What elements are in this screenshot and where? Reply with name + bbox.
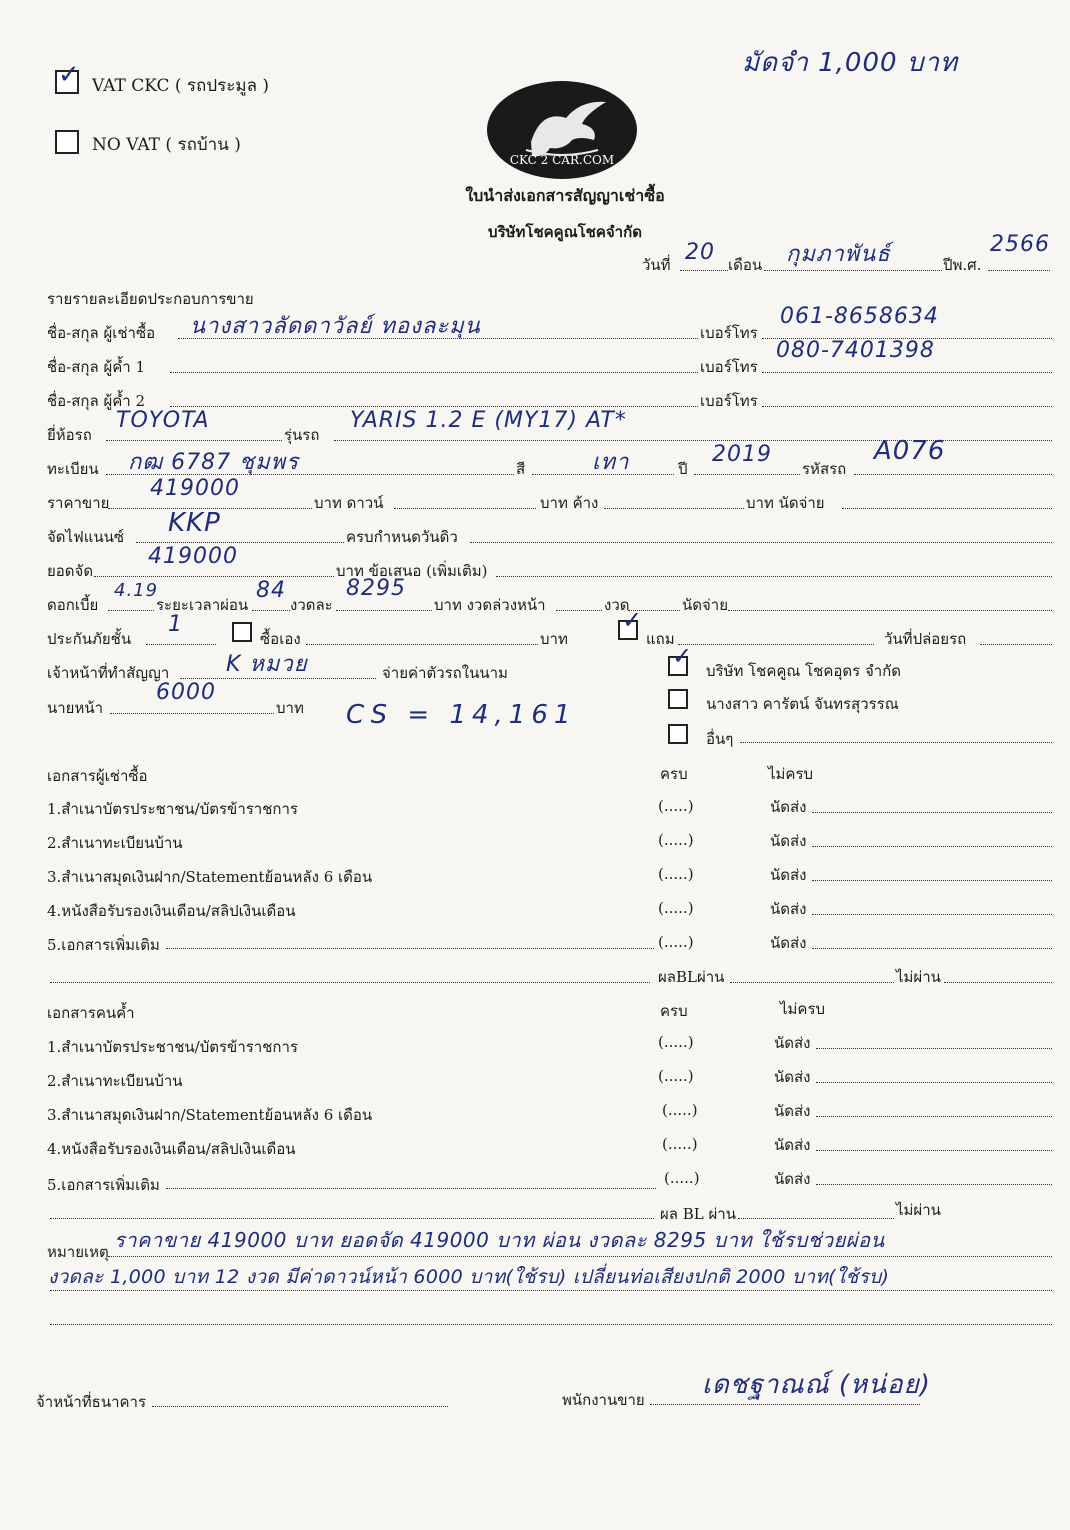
renter-doc-paren: (.....) [658, 865, 694, 883]
guarantor-doc-appoint: นัดส่ง [774, 1102, 811, 1120]
car-year: 2019 [712, 442, 772, 467]
month-label: เดือน [728, 256, 763, 274]
owe-label: บาท ค้าง [540, 494, 599, 512]
installment-label: งวดละ [290, 596, 333, 614]
year-label: ปีพ.ศ. [943, 256, 982, 274]
insurance-class: 1 [168, 612, 183, 637]
period-label: งวด [604, 596, 630, 614]
guarantor-bl-fail: ไม่ผ่าน [896, 1201, 941, 1219]
sales-label: พนักงานขาย [562, 1391, 645, 1409]
net-label: ยอดจัด [47, 562, 94, 580]
pay-appoint-label: นัดจ่าย [682, 596, 728, 614]
car-color: เทา [592, 450, 630, 475]
payee-other-checkbox[interactable] [668, 724, 688, 744]
advance-label: บาท งวดล่วงหน้า [434, 596, 546, 614]
renter-label: ชื่อ-สกุล ผู้เช่าซื้อ [47, 324, 156, 342]
guarantor-doc-paren: (.....) [662, 1135, 698, 1153]
guarantor-doc-paren: (.....) [658, 1033, 694, 1051]
bank-officer-label: จ้าหน้าที่ธนาคาร [36, 1393, 147, 1411]
date-month: กุมภาพันธ์ [786, 242, 891, 267]
car-brand: TOYOTA [116, 408, 210, 433]
payee-company-checkmark: ✓ [672, 642, 693, 670]
due-label: ครบกำหนดวันดิว [346, 528, 458, 546]
sale-price: 419000 [150, 476, 240, 501]
finance-label: จัดไฟแนนซ์ [47, 528, 125, 546]
broker-fee: 6000 [156, 680, 216, 705]
renter-name: นางสาวลัดดาวัลย์ ทองละมุน [190, 314, 481, 339]
renter-bl-pass: ผลBLผ่าน [658, 968, 725, 986]
renter-phone-label: เบอร์โทร [700, 324, 758, 342]
document-title: ใบนำส่งเอกสารสัญญาเช่าซื้อ [465, 186, 665, 205]
guarantor2-label: ชื่อ-สกุล ผู้ค้ำ 2 [47, 392, 146, 410]
code-label: รหัสรถ [802, 460, 847, 478]
officer-label: เจ้าหน้าที่ทำสัญญา [47, 664, 170, 682]
guarantor2-phone-label: เบอร์โทร [700, 392, 758, 410]
renter-doc-item: 4.หนังสือรับรองเงินเดือน/สลิปเงินเดือน [47, 902, 296, 920]
free-checkmark: ✓ [622, 606, 643, 634]
guarantor-doc-appoint: นัดส่ง [774, 1068, 811, 1086]
renter-bl-fail: ไม่ผ่าน [896, 968, 941, 986]
guarantor-bl-pass: ผล BL ผ่าน [660, 1205, 736, 1223]
guarantor-doc-item: 2.สำเนาทะเบียนบ้าน [47, 1072, 183, 1090]
ckc-logo [486, 80, 638, 180]
price-label: ราคาขาย [47, 494, 110, 512]
payee-person-checkbox[interactable] [668, 689, 688, 709]
renter-doc-appoint: นัดส่ง [770, 798, 807, 816]
release-label: วันที่ปล่อยรถ [884, 630, 967, 648]
guarantor1-phone: 080-7401398 [776, 338, 935, 363]
guarantor-doc-item: 1.สำเนาบัตรประชาชน/บัตรข้าราชการ [47, 1038, 298, 1056]
term-label: ระยะเวลาผ่อน [156, 596, 249, 614]
date-year: 2566 [990, 232, 1050, 257]
payee-other-label: อื่นๆ [706, 730, 734, 748]
insurance-label: ประกันภัยชั้น [47, 630, 132, 648]
self-buy-label: ซื้อเอง [260, 630, 301, 648]
renter-doc-item: 1.สำเนาบัตรประชาชน/บัตรข้าราชการ [47, 800, 298, 818]
net-amount: 419000 [148, 544, 238, 569]
date-label: วันที่ [642, 256, 671, 274]
renter-doc-item: 3.สำเนาสมุดเงินฝาก/Statementย้อนหลัง 6 เดือน [47, 868, 373, 886]
renter-docs-incomplete-header: ไม่ครบ [768, 765, 814, 783]
renter-docs-complete-header: ครบ [660, 765, 688, 783]
payee-label: จ่ายค่าตัวรถในนาม [382, 664, 508, 682]
guarantor-doc-appoint: นัดส่ง [774, 1034, 811, 1052]
renter-doc-paren: (.....) [658, 797, 694, 815]
renter-doc-paren: (.....) [658, 899, 694, 917]
date-day: 20 [685, 240, 715, 265]
no-vat-label: NO VAT ( รถบ้าน ) [92, 135, 241, 155]
renter-doc-paren: (.....) [658, 933, 694, 951]
car-plate: กฒ 6787 ชุมพร [128, 450, 299, 475]
svg-text:CKC 2 CAR.COM: CKC 2 CAR.COM [509, 153, 615, 167]
sales-signature: เดชฐาณณ์ (หน่อย) [702, 1370, 931, 1400]
offer-label: บาท ข้อเสนอ (เพิ่มเติม) [336, 562, 488, 580]
payee-person-label: นางสาว คารัตน์ จันทรสุวรรณ [706, 695, 899, 713]
guarantor-doc-appoint: นัดส่ง [774, 1136, 811, 1154]
renter-doc-item: 5.เอกสารเพิ่มเติม [47, 936, 160, 954]
company-name: บริษัทโชคคูณโชคจำกัด [488, 223, 642, 241]
appoint-pay-label: บาท นัดจ่าย [746, 494, 825, 512]
guarantor-doc-item: 4.หนังสือรับรองเงินเดือน/สลิปเงินเดือน [47, 1140, 296, 1158]
broker-label: นายหน้า [47, 699, 104, 717]
guarantor-doc-appoint: นัดส่ง [774, 1170, 811, 1188]
renter-doc-appoint: นัดส่ง [770, 832, 807, 850]
self-buy-checkbox[interactable] [232, 622, 252, 642]
finance-company: KKP [168, 508, 221, 538]
model-label: รุ่นรถ [284, 426, 320, 444]
guarantor-doc-item: 3.สำเนาสมุดเงินฝาก/Statementย้อนหลัง 6 เดือน [47, 1106, 373, 1124]
term-months: 84 [256, 578, 286, 603]
insurance-baht: บาท [540, 630, 568, 648]
no-vat-checkbox[interactable] [55, 130, 79, 154]
renter-doc-item: 2.สำเนาทะเบียนบ้าน [47, 834, 183, 852]
car-code: A076 [874, 436, 946, 466]
deposit-note: มัดจำ 1,000 บาท [742, 48, 959, 78]
payee-company-label: บริษัท โชคคูณ โชคอุดร จำกัด [706, 662, 901, 680]
officer-name: K หมวย [226, 652, 308, 677]
remarks-line1: ราคาขาย 419000 บาท ยอดจัด 419000 บาท ผ่อน งวดละ 8295 บาท ใช้รบช่วยผ่อน [114, 1228, 885, 1252]
color-label: สี [516, 460, 526, 478]
remarks-label: หมายเหตุ [47, 1243, 109, 1261]
renter-doc-appoint: นัดส่ง [770, 866, 807, 884]
vat-ckc-checkmark: ✓ [58, 60, 80, 90]
guarantor-docs-incomplete-header: ไม่ครบ [780, 1000, 826, 1018]
guarantor1-phone-label: เบอร์โทร [700, 358, 758, 376]
car-model: YARIS 1.2 E (MY17) AT* [350, 408, 627, 433]
guarantor-doc-paren: (.....) [664, 1169, 700, 1187]
free-label: แถม [646, 630, 675, 648]
renter-docs-title: เอกสารผู้เช่าซื้อ [47, 767, 148, 785]
installment-amount: 8295 [346, 576, 406, 601]
renter-doc-appoint: นัดส่ง [770, 934, 807, 952]
guarantor-docs-title: เอกสารคนค้ำ [47, 1004, 135, 1022]
guarantor-docs-complete-header: ครบ [660, 1002, 688, 1020]
renter-phone: 061-8658634 [780, 304, 939, 329]
renter-doc-appoint: นัดส่ง [770, 900, 807, 918]
guarantor-doc-paren: (.....) [658, 1067, 694, 1085]
sale-section-title: รายรายละเอียดประกอบการขาย [47, 290, 254, 308]
vat-ckc-label: VAT CKC ( รถประมูล ) [92, 76, 270, 96]
cs-note: CS = 14,161 [346, 700, 577, 730]
interest-label: ดอกเบี้ย [47, 596, 99, 614]
plate-label: ทะเบียน [47, 460, 99, 478]
remarks-line2: งวดละ 1,000 บาท 12 งวด มีค่าดาวน์หน้า 6000 บาท(ใช้รบ) เปลี่ยนท่อเสียงปกติ 2000 บาท(ใช้รบ) [48, 1266, 890, 1288]
down-label: บาท ดาวน์ [314, 494, 384, 512]
guarantor-doc-paren: (.....) [662, 1101, 698, 1119]
interest-rate: 4.19 [114, 580, 159, 601]
renter-doc-paren: (.....) [658, 831, 694, 849]
broker-baht: บาท [276, 699, 304, 717]
guarantor-doc-item: 5.เอกสารเพิ่มเติม [47, 1176, 160, 1194]
brand-label: ยี่ห้อรถ [47, 426, 92, 444]
guarantor1-label: ชื่อ-สกุล ผู้ค้ำ 1 [47, 358, 146, 376]
year-field-label: ปี [678, 460, 688, 478]
